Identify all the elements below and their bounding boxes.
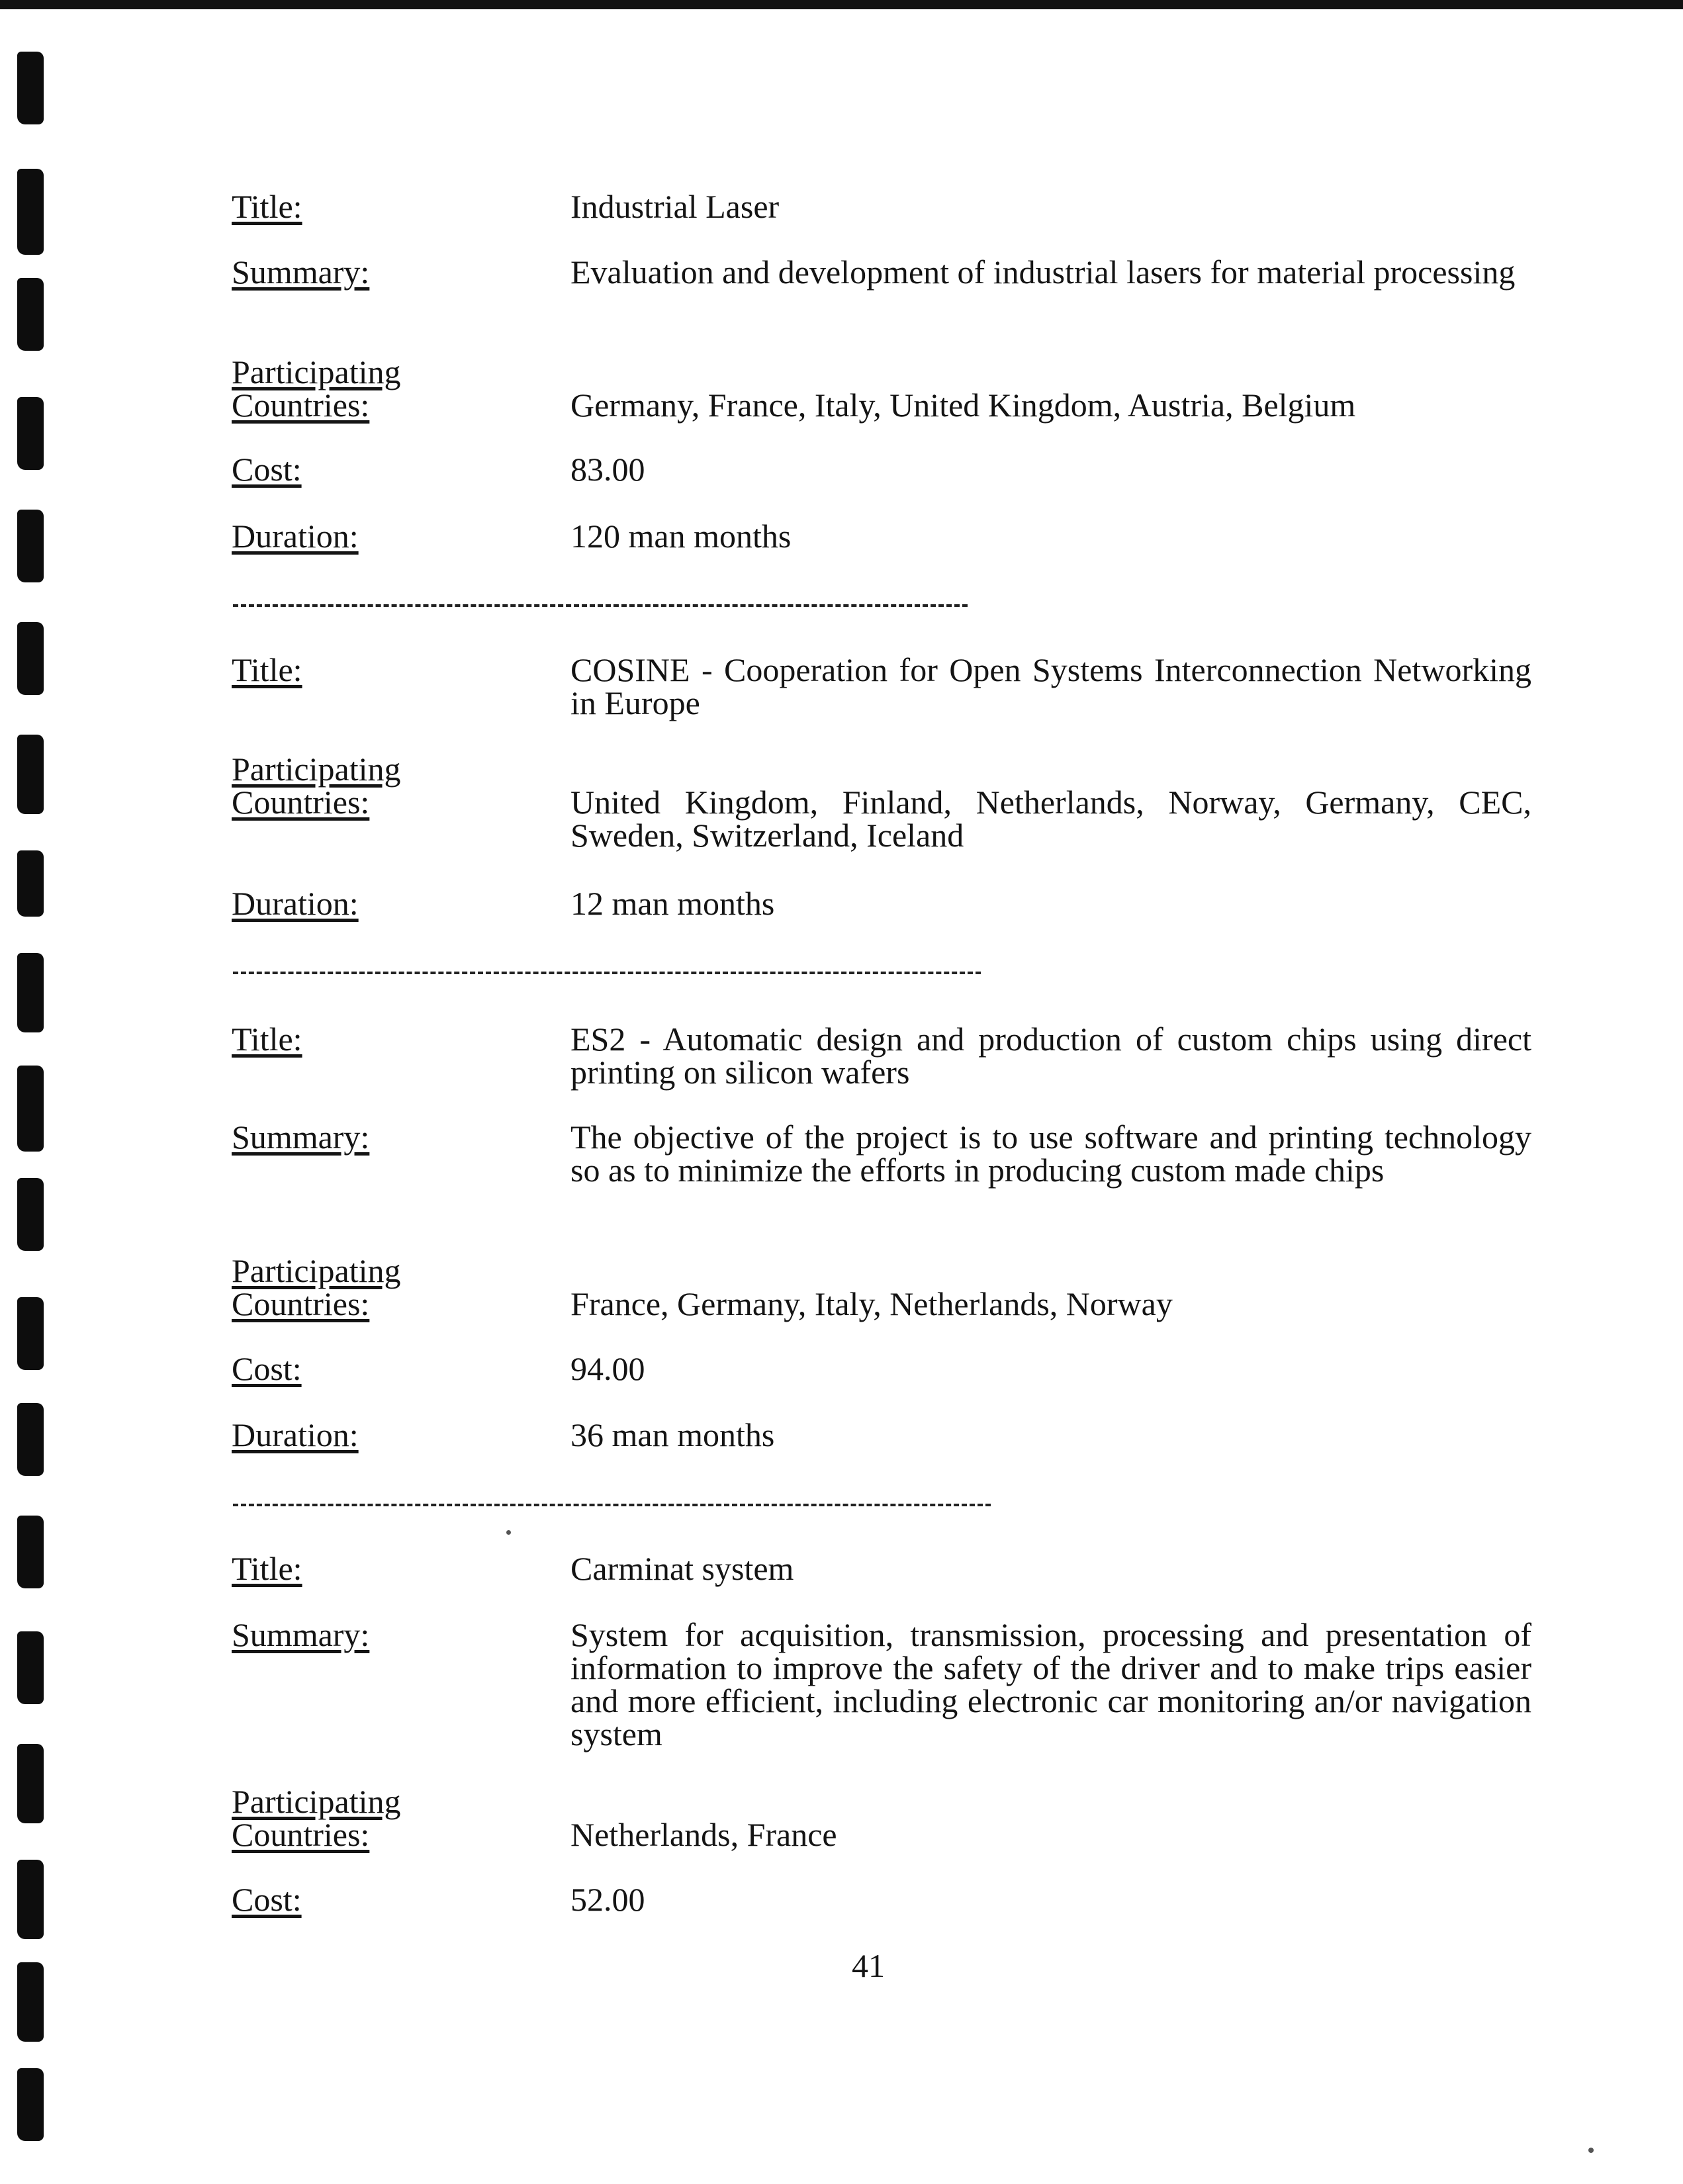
- field-value: United Kingdom, Finland, Netherlands, Norway, Germany, CEC, Sweden, Switzerland, Iceland: [570, 784, 1531, 854]
- dashed-separator: [233, 604, 968, 607]
- field-label: Participating Countries:: [232, 751, 401, 821]
- field-value: 83.00: [570, 451, 645, 488]
- field-label: Duration:: [232, 885, 359, 922]
- field-value: COSINE - Cooperation for Open Systems Interconnection Networking in Europe: [570, 651, 1531, 721]
- field-value: Germany, France, Italy, United Kingdom, Austria, Belgium: [570, 387, 1356, 424]
- field-label: Summary:: [232, 1616, 370, 1653]
- field-label: Participating Countries:: [232, 353, 401, 424]
- field-value: 120 man months: [570, 518, 792, 555]
- field-label: Cost:: [232, 451, 302, 488]
- field-label: Participating Countries:: [232, 1783, 401, 1853]
- field-value: 52.00: [570, 1881, 645, 1918]
- field-value: Industrial Laser: [570, 188, 780, 225]
- field-value: ES2 - Automatic design and production of custom chips using direct printing on silicon wafers: [570, 1021, 1531, 1091]
- field-label: Cost:: [232, 1350, 302, 1387]
- field-value: France, Germany, Italy, Netherlands, Norway: [570, 1285, 1173, 1322]
- field-label: Participating Countries:: [232, 1252, 401, 1322]
- field-label: Title:: [232, 188, 302, 225]
- field-label: Title:: [232, 1021, 302, 1058]
- page-number: 41: [852, 1947, 885, 1984]
- field-value: The objective of the project is to use software and printing technology so as to minimize the efforts in producing custom made chips: [570, 1118, 1531, 1189]
- field-value: 94.00: [570, 1350, 645, 1387]
- dashed-separator: [233, 972, 981, 974]
- field-label: Duration:: [232, 518, 359, 555]
- field-label: Summary:: [232, 1118, 370, 1156]
- field-value: 12 man months: [570, 885, 775, 922]
- field-label: Duration:: [232, 1416, 359, 1453]
- field-value: System for acquisition, transmission, processing and presentation of information to improve the safety of the driver and to make trips easier and more efficient, including electronic car monitoring an/or navigation system: [570, 1616, 1531, 1752]
- scan-speck: [506, 1530, 511, 1535]
- field-label: Summary:: [232, 253, 370, 291]
- scan-speck: [1588, 2148, 1594, 2153]
- dashed-separator: [233, 1504, 991, 1506]
- field-value: Evaluation and development of industrial lasers for material processing: [570, 253, 1516, 291]
- field-value: Carminat system: [570, 1550, 794, 1587]
- field-value: Netherlands, France: [570, 1816, 837, 1853]
- field-value: 36 man months: [570, 1416, 775, 1453]
- field-label: Title:: [232, 1550, 302, 1587]
- field-label: Title:: [232, 651, 302, 688]
- field-label: Cost:: [232, 1881, 302, 1918]
